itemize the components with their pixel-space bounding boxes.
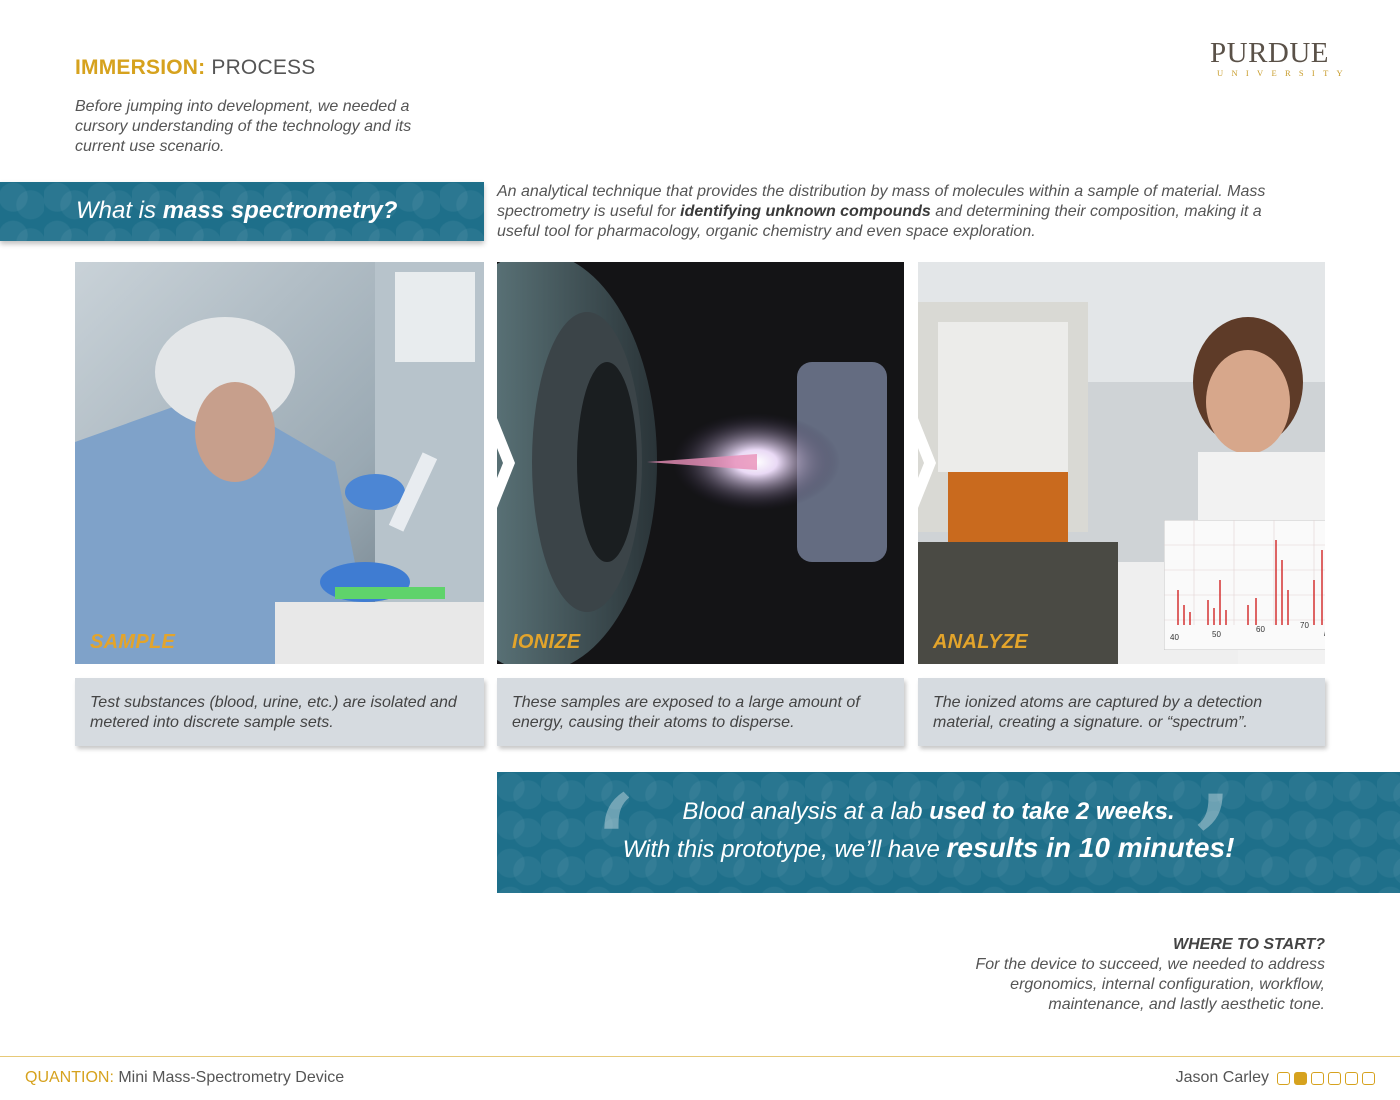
sample-photo [75,262,484,664]
footer-project [25,1069,344,1087]
page-indicator [1277,1072,1375,1085]
page-title [75,56,315,80]
spectrum-tick-40: 40 [1170,633,1179,642]
analyze-label: ANALYZE [933,631,1029,653]
analyze-caption: The ionized atoms are captured by a detection material, creating a signature. or “spectrum”. [918,678,1325,746]
footer-accent: QUANTION: [25,1069,114,1086]
footer-divider [0,1056,1400,1057]
definition-part2: and determining their composition, making it a useful tool for pharmacology, organic chemistry and even space exploration. [497,203,1262,240]
definition-text [497,182,1287,242]
page-dot [1277,1072,1290,1085]
spectrum-axis-label: m/z [1324,629,1337,638]
definition-bold: identifying unknown compounds [680,203,931,220]
spectrum-chart-card: 40 50 60 70 80 m/z [1164,520,1325,650]
page-dot [1294,1072,1307,1085]
quote-line1-pre: Blood analysis at a lab [682,798,930,825]
quote-line1-bold: used to take 2 weeks. [929,798,1175,825]
quote-banner [497,765,1400,939]
ionize-photo [497,262,904,664]
where-body: For the device to succeed, we needed to address ergonomics, internal configuration, workflow, maintenance, and lastly aesthetic tone. [975,956,1325,1013]
where-to-start [925,935,1325,1015]
banner-bold: mass spectrometry? [162,197,398,224]
ionize-caption: These samples are exposed to a large amount of energy, causing their atoms to disperse. [497,678,904,746]
page-dot [1362,1072,1375,1085]
banner-text [76,197,397,225]
close-quote-icon: ’ [1187,765,1235,939]
question-banner [0,182,484,241]
ionize-label: IONIZE [512,631,581,653]
title-accent: IMMERSION: [75,56,206,79]
purdue-logo [1210,37,1351,78]
footer-author-block [1176,1069,1375,1087]
where-heading: WHERE TO START? [1173,936,1325,953]
spectrum-tick-60: 60 [1256,625,1265,634]
footer-title: Mini Mass-Spectrometry Device [113,1069,345,1086]
sample-illustration [75,262,484,664]
footer-author: Jason Carley [1175,1069,1269,1086]
ionize-illustration [497,262,904,664]
spectrum-tick-70: 70 [1300,621,1309,630]
logo-sub: UNIVERSITY [1217,68,1351,78]
banner-prefix: What is [76,197,163,224]
definition-part1: An analytical technique that provides the distribution by mass of molecules within a sample of material. Mass spectrometry is useful for [497,183,1266,220]
quote-line-2 [477,832,1380,864]
quote-line-1 [477,798,1380,826]
open-quote-icon: ‘ [589,765,637,939]
analyze-photo [918,262,1351,664]
spectrum-tick-50: 50 [1212,630,1221,639]
sample-label: SAMPLE [90,631,176,653]
intro-text: Before jumping into development, we needed a cursory understanding of the technology and its current use scenario. [75,98,412,155]
page-dot [1328,1072,1341,1085]
page-dot [1311,1072,1324,1085]
chevron-right-icon [485,418,515,508]
quote-line2-pre: With this prototype, we’ll have [622,836,947,863]
quote-line2-bold: results in 10 minutes! [946,832,1235,863]
logo-word: PURDUE [1210,37,1330,69]
title-text: PROCESS [205,56,316,79]
sample-caption: Test substances (blood, urine, etc.) are isolated and metered into discrete sample sets. [75,678,484,746]
chevron-right-icon [906,418,936,508]
page-dot [1345,1072,1358,1085]
